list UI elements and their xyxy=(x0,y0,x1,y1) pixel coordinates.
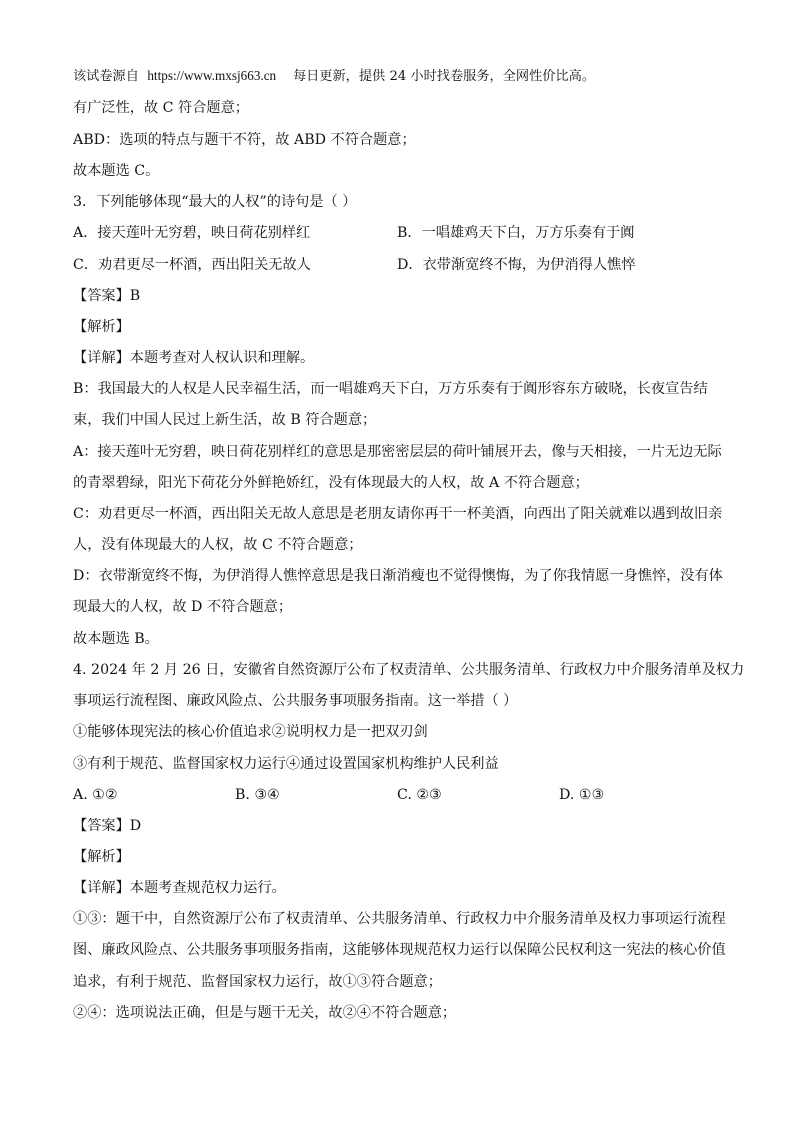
text-line: 有广泛性，故 C 符合题意； xyxy=(73,100,249,116)
text-line: 人，没有体现最大的人权，故 C 不符合题意； xyxy=(73,537,363,553)
text-line: 现最大的人权，故 D 不符合题意； xyxy=(73,599,293,615)
option-d: D. ①③ xyxy=(559,787,605,803)
text-line: 故本题选 C。 xyxy=(73,163,160,179)
option-d: D．衣带渐宽终不悔，为伊消得人憔悴 xyxy=(397,257,636,273)
text-line: A：接天莲叶无穷碧，映日荷花别样红的意思是那密密层层的荷叶铺展开去，像与天相接，一片无边无际 xyxy=(73,444,722,460)
option-b: B．一唱雄鸡天下白，万方乐奏有于阗 xyxy=(397,225,635,241)
page-header xyxy=(73,66,724,87)
question-3-detail: 【详解】本题考查对人权认识和理解。 xyxy=(73,350,315,366)
question-4-answer: 【答案】D xyxy=(73,818,142,834)
text-line: D：衣带渐宽终不悔，为伊消得人憔悴意思是我日渐消瘦也不觉得懊悔，为了你我情愿一身憔悴，没有体 xyxy=(73,568,723,584)
option-c: C．劝君更尽一杯酒，西出阳关无故人 xyxy=(73,257,311,273)
question-4-options xyxy=(73,785,724,805)
header-source-prefix: 该试卷源自 xyxy=(73,69,139,84)
text-line: 的青翠碧绿，阳光下荷花分外鲜艳娇红，没有体现最大的人权，故 A 不符合题意； xyxy=(73,475,589,491)
option-c: C. ②③ xyxy=(397,787,442,803)
question-4-detail: 【详解】本题考查规范权力运行。 xyxy=(73,880,286,896)
text-line: C：劝君更尽一杯酒，西出阳关无故人意思是老朋友请你再干一杯美酒，向西出了阳关就难以遇到故旧亲 xyxy=(73,506,723,522)
option-b: B. ③④ xyxy=(235,787,280,803)
question-4-statements-1: ①能够体现宪法的核心价值追求②说明权力是一把双刃剑 xyxy=(73,724,428,740)
question-3-stem: 3．下列能够体现“最大的人权”的诗句是（ ） xyxy=(73,194,357,210)
question-3-options-row-2 xyxy=(73,255,724,275)
question-3-options-row-1 xyxy=(73,223,724,243)
text-line: 图、廉政风险点、公共服务事项服务指南，这能够体现规范权力运行以保障公民权利这一宪法的核心价值 xyxy=(73,942,726,958)
question-3-answer: 【答案】B xyxy=(73,288,141,304)
header-url-link[interactable]: https://www.mxsj663.cn xyxy=(147,68,277,83)
text-line: ①③：题干中，自然资源厅公布了权责清单、公共服务清单、行政权力中介服务清单及权力事项运行流程 xyxy=(73,911,726,927)
text-line: 故本题选 B。 xyxy=(73,631,159,647)
question-4-statements-2: ③有利于规范、监督国家权力运行④通过设置国家机构维护人民利益 xyxy=(73,756,499,772)
option-a: A. ①② xyxy=(73,787,118,803)
text-line: B：我国最大的人权是人民幸福生活，而一唱雄鸡天下白，万方乐奏有于阗形容东方破晓，长夜宣告结 xyxy=(73,381,708,397)
option-a: A．接天莲叶无穷碧，映日荷花别样红 xyxy=(73,225,311,241)
question-4-stem-cont: 事项运行流程图、廉政风险点、公共服务事项服务指南。这一举措（ ） xyxy=(73,693,518,709)
text-line: ABD：选项的特点与题干不符，故 ABD 不符合题意； xyxy=(73,132,416,148)
text-line: ②④：选项说法正确，但是与题干无关，故②④不符合题意； xyxy=(73,1005,457,1021)
question-4-stem: 4. 2024 年 2 月 26 日，安徽省自然资源厅公布了权责清单、公共服务清单、行政权力中介服务清单及权力 xyxy=(73,662,745,678)
text-line: 束，我们中国人民过上新生活，故 B 符合题意； xyxy=(73,412,377,428)
question-4-analysis-label: 【解析】 xyxy=(73,849,130,865)
header-slogan: 每日更新，提供 24 小时找卷服务，全网性价比高。 xyxy=(292,69,596,84)
text-line: 追求，有利于规范、监督国家权力运行，故①③符合题意； xyxy=(73,974,442,990)
question-3-analysis-label: 【解析】 xyxy=(73,319,130,335)
